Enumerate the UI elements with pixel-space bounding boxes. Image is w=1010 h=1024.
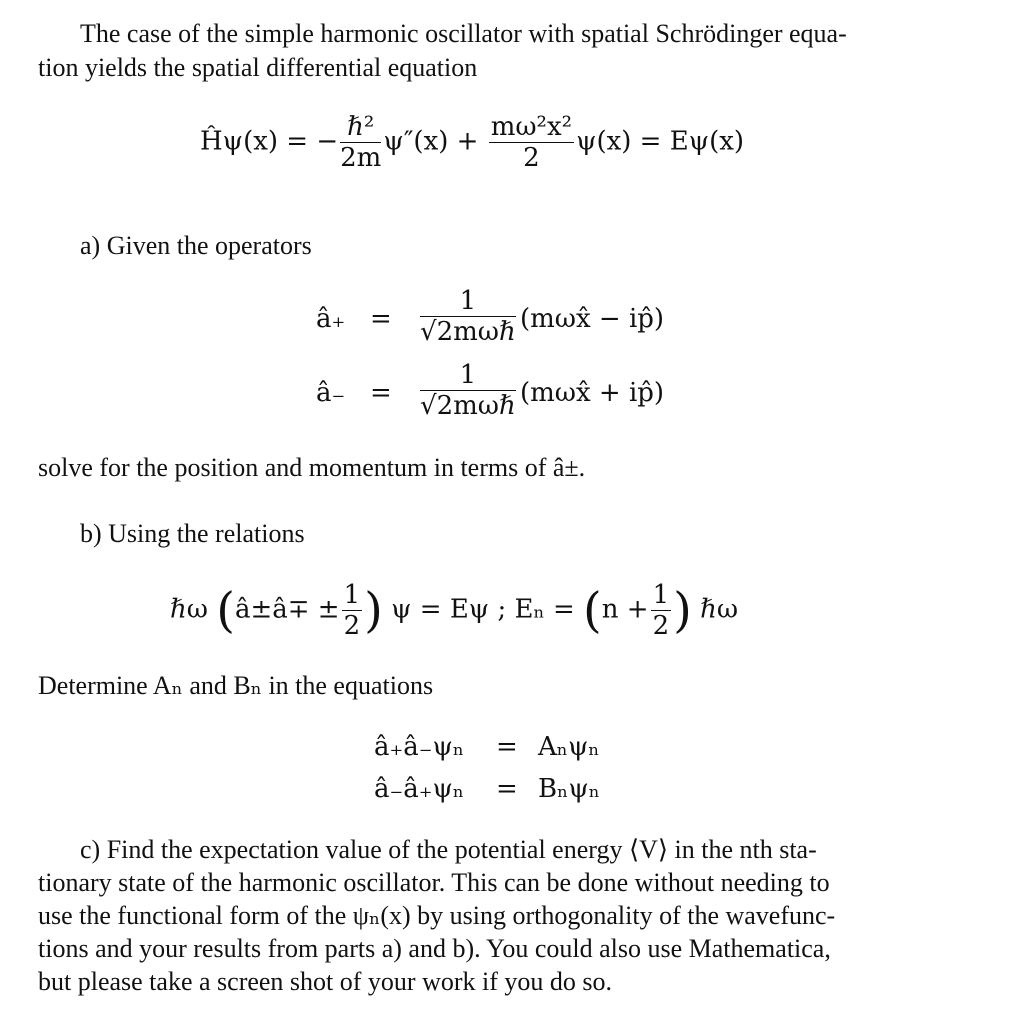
part-c-line-3: use the functional form of the ψₙ(x) by using orthogonality of the wavefunc-	[38, 901, 836, 930]
eq2-rhs: Bₙψₙ	[538, 774, 600, 804]
close-paren-2: )	[673, 582, 692, 639]
half1-den: 2	[343, 611, 361, 641]
rel-ops: â±â∓ ±	[234, 594, 340, 625]
op-plus-frac-den: √2mωℏ	[420, 317, 516, 347]
hamiltonian-rhs: ψ(x) = Eψ(x)	[576, 126, 745, 157]
rel-end: ℏω	[700, 594, 739, 625]
half-fraction-1	[342, 580, 363, 641]
hamiltonian-mid: ψ″(x) +	[383, 126, 479, 157]
half2-den: 2	[652, 611, 670, 641]
op-minus-rhs: (mωx̂ + ip̂)	[520, 378, 665, 408]
eq1-rhs: Aₙψₙ	[538, 732, 600, 762]
frac1-den: 2m	[340, 143, 382, 173]
eq2-lhs: â₋â₊ψₙ	[374, 774, 465, 804]
half-fraction-2	[651, 580, 672, 641]
frac2-num: mω²x²	[490, 112, 573, 142]
op-minus-equals: =	[370, 378, 392, 408]
frac1-num: ℏ²	[340, 112, 381, 143]
part-c-line-1: c) Find the expectation value of the potential energy ⟨V⟩ in the nth sta-	[80, 835, 817, 864]
rel-hbar: ℏω	[170, 594, 208, 625]
part-b-determine: Determine Aₙ and Bₙ in the equations	[38, 671, 434, 700]
op-minus-frac-num: 1	[420, 360, 516, 391]
op-plus-lhs: â₊	[316, 304, 346, 334]
op-plus-frac-num: 1	[420, 286, 516, 317]
hbar-over-2m-fraction	[340, 112, 381, 173]
op-minus-frac-den: √2mωℏ	[420, 391, 516, 421]
part-c-line-5: but please take a screen shot of your work if you do so.	[38, 967, 613, 996]
relations-equation	[170, 580, 738, 641]
half2-num: 1	[652, 580, 670, 610]
half1-num: 1	[343, 580, 361, 610]
intro-line-2: tion yields the spatial differential equation	[38, 53, 478, 82]
part-a-label: a) Given the operators	[80, 231, 312, 260]
open-paren: (	[216, 582, 235, 639]
op-minus-fraction	[418, 360, 518, 421]
op-plus-equals: =	[370, 304, 392, 334]
hamiltonian-equation	[200, 112, 744, 173]
op-minus-lhs: â₋	[316, 378, 346, 408]
close-paren: )	[364, 582, 383, 639]
intro-line-1: The case of the simple harmonic oscillator with spatial Schrödinger equa-	[80, 19, 847, 48]
op-plus-fraction	[418, 286, 518, 347]
part-b-label: b) Using the relations	[80, 519, 305, 548]
rel-n: n +	[601, 594, 649, 625]
eq2-equals: =	[496, 774, 518, 804]
eq1-lhs: â₊â₋ψₙ	[374, 732, 465, 762]
frac2-den: 2	[523, 143, 540, 173]
potential-fraction	[489, 112, 574, 173]
part-c-line-4: tions and your results from parts a) and b). You could also use Mathematica,	[38, 934, 831, 963]
eq1-equals: =	[496, 732, 518, 762]
part-a-after: solve for the position and momentum in terms of â±.	[38, 453, 586, 482]
hamiltonian-lhs: Ĥψ(x) = −	[200, 126, 339, 157]
part-c-line-2: tionary state of the harmonic oscillator. This can be done without needing to	[38, 868, 830, 897]
open-paren-2: (	[583, 582, 602, 639]
op-plus-rhs: (mωx̂ − ip̂)	[520, 304, 665, 334]
rel-mid: ψ = Eψ ; Eₙ =	[391, 594, 575, 625]
